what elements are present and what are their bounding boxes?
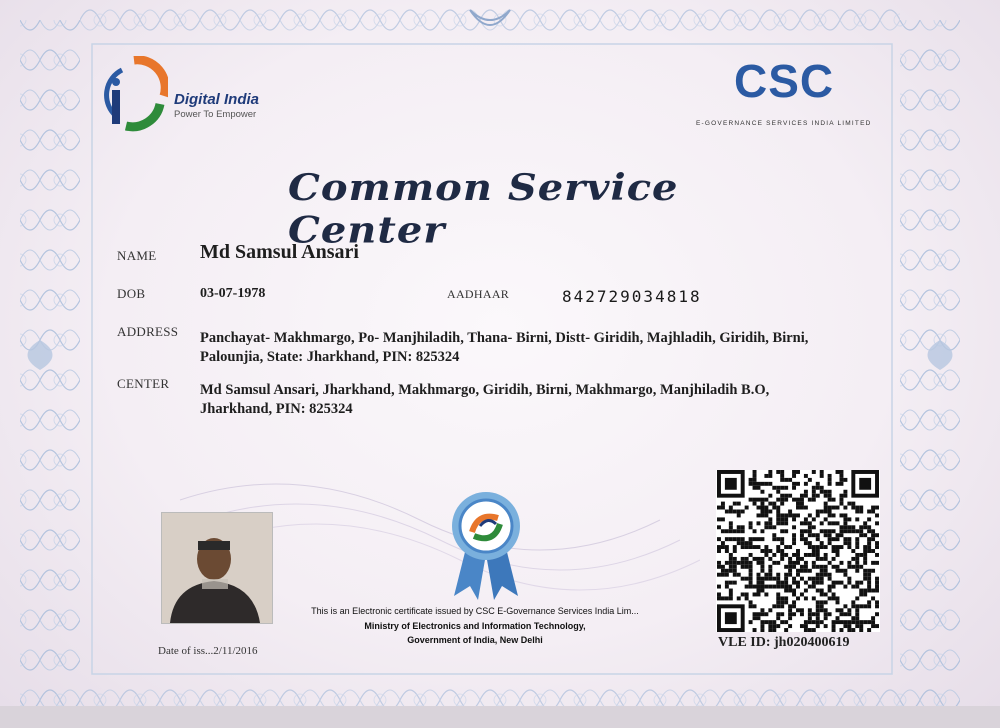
csc-logo bbox=[694, 56, 884, 132]
center-line-2: Jharkhand, PIN: 825324 bbox=[200, 401, 353, 417]
dob-label: DOB bbox=[117, 286, 146, 301]
photo-figure bbox=[162, 513, 272, 623]
aadhaar-value: 842729034818 bbox=[562, 287, 702, 306]
footer-issuer-line: This is an Electronic certificate issued by CSC E-Governance Services India Lim... bbox=[311, 606, 639, 616]
footer-ministry-line: Ministry of Electronics and Information Technology, bbox=[364, 621, 586, 631]
vle-id: VLE ID: jh020400619 bbox=[718, 635, 850, 650]
digital-india-tagline: Power To Empower bbox=[174, 109, 257, 120]
certificate-title: Common Service Center bbox=[288, 166, 679, 252]
footer-govt-line: Government of India, New Delhi bbox=[407, 635, 543, 645]
address-line-2: Palounjia, State: Jharkhand, PIN: 825324 bbox=[200, 349, 460, 365]
digital-india-logo bbox=[104, 56, 274, 136]
name-value: Md Samsul Ansari bbox=[200, 241, 359, 263]
photo-portrait bbox=[161, 512, 273, 624]
digital-india-name: Digital India bbox=[174, 91, 260, 108]
digital-india-logo-icon bbox=[104, 56, 168, 134]
csc-subtitle: E-GOVERNANCE SERVICES INDIA LIMITED bbox=[696, 120, 872, 127]
aadhaar-label: AADHAAR bbox=[447, 287, 510, 301]
address-label: ADDRESS bbox=[117, 324, 179, 339]
qr-code bbox=[716, 470, 880, 632]
center-label: CENTER bbox=[117, 376, 170, 391]
name-label: NAME bbox=[117, 248, 157, 263]
dob-value: 03-07-1978 bbox=[200, 286, 266, 301]
award-ribbon-icon bbox=[444, 488, 528, 600]
center-line-1: Md Samsul Ansari, Jharkhand, Makhmargo, Giridih, Birni, Makhmargo, Manjhiladih B.O, bbox=[200, 382, 770, 398]
csc-logo-icon: CSC bbox=[734, 55, 835, 107]
address-line-1: Panchayat- Makhmargo, Po- Manjhiladih, Thana- Birni, Distt- Giridih, Majhladih, Giridih, Birni, bbox=[200, 330, 809, 346]
date-of-issue: Date of iss...2/11/2016 bbox=[158, 645, 258, 657]
qr-code-icon bbox=[716, 470, 880, 632]
